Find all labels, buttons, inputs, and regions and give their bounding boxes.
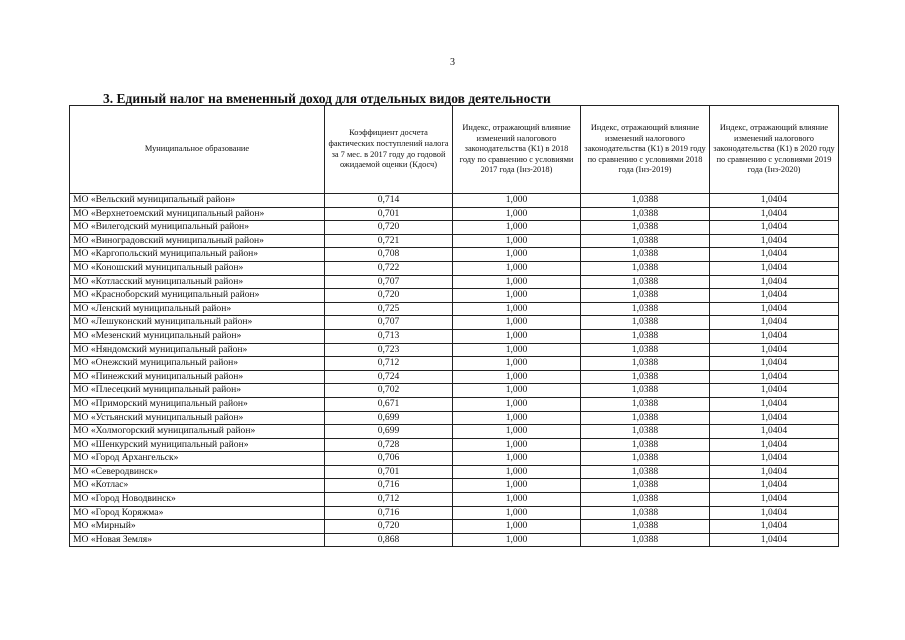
coefficient-cell: 0,720 xyxy=(325,520,453,534)
table-row xyxy=(70,493,839,507)
municipality-cell: МО «Город Новодвинск» xyxy=(70,493,325,507)
index-2020-cell: 1,0404 xyxy=(710,302,839,316)
coefficient-cell: 0,716 xyxy=(325,506,453,520)
table-row xyxy=(70,438,839,452)
municipality-cell: МО «Плесецкий муниципальный район» xyxy=(70,384,325,398)
index-2018-cell: 1,000 xyxy=(453,194,581,208)
header-municipality: Муниципальное образование xyxy=(70,106,325,194)
coefficient-cell: 0,708 xyxy=(325,248,453,262)
table-row xyxy=(70,248,839,262)
index-2020-cell: 1,0404 xyxy=(710,289,839,303)
index-2020-cell: 1,0404 xyxy=(710,234,839,248)
index-2020-cell: 1,0404 xyxy=(710,370,839,384)
municipality-cell: МО «Вельский муниципальный район» xyxy=(70,194,325,208)
index-2019-cell: 1,0388 xyxy=(581,533,710,547)
index-2018-cell: 1,000 xyxy=(453,520,581,534)
tax-coefficients-table xyxy=(69,105,839,547)
index-2020-cell: 1,0404 xyxy=(710,275,839,289)
table-row xyxy=(70,425,839,439)
header-coefficient-kdosch: Коэффициент досчета фактических поступлений налога за 7 мес. в 2017 году до годовой ожидаемой оценки (Кдосч) xyxy=(325,106,453,194)
index-2018-cell: 1,000 xyxy=(453,411,581,425)
index-2020-cell: 1,0404 xyxy=(710,452,839,466)
index-2020-cell: 1,0404 xyxy=(710,329,839,343)
index-2018-cell: 1,000 xyxy=(453,452,581,466)
table-row xyxy=(70,479,839,493)
coefficient-cell: 0,868 xyxy=(325,533,453,547)
index-2020-cell: 1,0404 xyxy=(710,194,839,208)
coefficient-cell: 0,671 xyxy=(325,397,453,411)
municipality-cell: МО «Красноборский муниципальный район» xyxy=(70,289,325,303)
index-2020-cell: 1,0404 xyxy=(710,493,839,507)
index-2020-cell: 1,0404 xyxy=(710,384,839,398)
index-2018-cell: 1,000 xyxy=(453,370,581,384)
header-index-2020: Индекс, отражающий влияние изменений налогового законодательства (К1) в 2020 году по сравнению с условиями 2019 года (Iнз-2020) xyxy=(710,106,839,194)
index-2019-cell: 1,0388 xyxy=(581,520,710,534)
municipality-cell: МО «Холмогорский муниципальный район» xyxy=(70,425,325,439)
municipality-cell: МО «Ленский муниципальный район» xyxy=(70,302,325,316)
index-2019-cell: 1,0388 xyxy=(581,384,710,398)
index-2018-cell: 1,000 xyxy=(453,397,581,411)
coefficient-cell: 0,706 xyxy=(325,452,453,466)
municipality-cell: МО «Пинежский муниципальный район» xyxy=(70,370,325,384)
table-row xyxy=(70,275,839,289)
table-row xyxy=(70,520,839,534)
index-2018-cell: 1,000 xyxy=(453,438,581,452)
index-2018-cell: 1,000 xyxy=(453,343,581,357)
municipality-cell: МО «Мезенский муниципальный район» xyxy=(70,329,325,343)
table-row xyxy=(70,261,839,275)
index-2019-cell: 1,0388 xyxy=(581,248,710,262)
coefficient-cell: 0,699 xyxy=(325,411,453,425)
index-2019-cell: 1,0388 xyxy=(581,370,710,384)
header-index-2018: Индекс, отражающий влияние изменений налогового законодательства (К1) в 2018 году по сравнению с условиями 2017 года (Iнз-2018) xyxy=(453,106,581,194)
coefficient-cell: 0,702 xyxy=(325,384,453,398)
index-2019-cell: 1,0388 xyxy=(581,493,710,507)
table-row xyxy=(70,357,839,371)
index-2020-cell: 1,0404 xyxy=(710,261,839,275)
index-2020-cell: 1,0404 xyxy=(710,533,839,547)
table-header-row xyxy=(70,106,839,194)
index-2019-cell: 1,0388 xyxy=(581,194,710,208)
table-row xyxy=(70,411,839,425)
index-2019-cell: 1,0388 xyxy=(581,302,710,316)
index-2018-cell: 1,000 xyxy=(453,465,581,479)
table-row xyxy=(70,194,839,208)
table-row xyxy=(70,452,839,466)
municipality-cell: МО «Каргопольский муниципальный район» xyxy=(70,248,325,262)
index-2020-cell: 1,0404 xyxy=(710,357,839,371)
coefficient-cell: 0,721 xyxy=(325,234,453,248)
municipality-cell: МО «Лешуконский муниципальный район» xyxy=(70,316,325,330)
index-2020-cell: 1,0404 xyxy=(710,465,839,479)
table-row xyxy=(70,506,839,520)
municipality-cell: МО «Шенкурский муниципальный район» xyxy=(70,438,325,452)
coefficient-cell: 0,722 xyxy=(325,261,453,275)
index-2020-cell: 1,0404 xyxy=(710,397,839,411)
table-row xyxy=(70,370,839,384)
index-2020-cell: 1,0404 xyxy=(710,248,839,262)
coefficient-cell: 0,723 xyxy=(325,343,453,357)
header-index-2019: Индекс, отражающий влияние изменений налогового законодательства (К1) в 2019 году по сравнению с условиями 2018 года (Iнз-2019) xyxy=(581,106,710,194)
index-2019-cell: 1,0388 xyxy=(581,207,710,221)
index-2020-cell: 1,0404 xyxy=(710,438,839,452)
municipality-cell: МО «Северодвинск» xyxy=(70,465,325,479)
table-row xyxy=(70,397,839,411)
coefficient-cell: 0,712 xyxy=(325,493,453,507)
coefficient-cell: 0,712 xyxy=(325,357,453,371)
index-2019-cell: 1,0388 xyxy=(581,465,710,479)
index-2019-cell: 1,0388 xyxy=(581,234,710,248)
table-row xyxy=(70,343,839,357)
index-2020-cell: 1,0404 xyxy=(710,207,839,221)
index-2020-cell: 1,0404 xyxy=(710,316,839,330)
table-row xyxy=(70,302,839,316)
index-2019-cell: 1,0388 xyxy=(581,357,710,371)
index-2020-cell: 1,0404 xyxy=(710,425,839,439)
index-2018-cell: 1,000 xyxy=(453,261,581,275)
municipality-cell: МО «Няндомский муниципальный район» xyxy=(70,343,325,357)
coefficient-cell: 0,701 xyxy=(325,465,453,479)
index-2019-cell: 1,0388 xyxy=(581,275,710,289)
table-row xyxy=(70,384,839,398)
municipality-cell: МО «Виноградовский муниципальный район» xyxy=(70,234,325,248)
municipality-cell: МО «Новая Земля» xyxy=(70,533,325,547)
page-number: 3 xyxy=(450,57,455,68)
coefficient-cell: 0,699 xyxy=(325,425,453,439)
table-body xyxy=(70,194,839,547)
index-2019-cell: 1,0388 xyxy=(581,329,710,343)
coefficient-cell: 0,714 xyxy=(325,194,453,208)
municipality-cell: МО «Мирный» xyxy=(70,520,325,534)
table-row xyxy=(70,234,839,248)
index-2019-cell: 1,0388 xyxy=(581,425,710,439)
index-2018-cell: 1,000 xyxy=(453,234,581,248)
coefficient-cell: 0,724 xyxy=(325,370,453,384)
table-row xyxy=(70,465,839,479)
municipality-cell: МО «Устьянский муниципальный район» xyxy=(70,411,325,425)
index-2018-cell: 1,000 xyxy=(453,248,581,262)
municipality-cell: МО «Приморский муниципальный район» xyxy=(70,397,325,411)
coefficient-cell: 0,707 xyxy=(325,275,453,289)
section-title: 3. Единый налог на вмененный доход для отдельных видов деятельности xyxy=(103,91,551,106)
municipality-cell: МО «Город Коряжма» xyxy=(70,506,325,520)
index-2018-cell: 1,000 xyxy=(453,289,581,303)
municipality-cell: МО «Котласский муниципальный район» xyxy=(70,275,325,289)
index-2020-cell: 1,0404 xyxy=(710,411,839,425)
index-2019-cell: 1,0388 xyxy=(581,438,710,452)
index-2019-cell: 1,0388 xyxy=(581,397,710,411)
table-row xyxy=(70,207,839,221)
municipality-cell: МО «Вилегодский муниципальный район» xyxy=(70,221,325,235)
coefficient-cell: 0,720 xyxy=(325,221,453,235)
index-2020-cell: 1,0404 xyxy=(710,343,839,357)
index-2018-cell: 1,000 xyxy=(453,479,581,493)
coefficient-cell: 0,701 xyxy=(325,207,453,221)
table-row xyxy=(70,329,839,343)
municipality-cell: МО «Котлас» xyxy=(70,479,325,493)
coefficient-cell: 0,725 xyxy=(325,302,453,316)
index-2018-cell: 1,000 xyxy=(453,533,581,547)
index-2018-cell: 1,000 xyxy=(453,493,581,507)
index-2019-cell: 1,0388 xyxy=(581,411,710,425)
index-2020-cell: 1,0404 xyxy=(710,506,839,520)
index-2020-cell: 1,0404 xyxy=(710,479,839,493)
coefficient-cell: 0,720 xyxy=(325,289,453,303)
coefficient-cell: 0,728 xyxy=(325,438,453,452)
index-2018-cell: 1,000 xyxy=(453,357,581,371)
index-2019-cell: 1,0388 xyxy=(581,452,710,466)
index-2019-cell: 1,0388 xyxy=(581,479,710,493)
index-2018-cell: 1,000 xyxy=(453,384,581,398)
coefficient-cell: 0,713 xyxy=(325,329,453,343)
index-2020-cell: 1,0404 xyxy=(710,221,839,235)
index-2018-cell: 1,000 xyxy=(453,316,581,330)
index-2019-cell: 1,0388 xyxy=(581,506,710,520)
index-2018-cell: 1,000 xyxy=(453,425,581,439)
index-2020-cell: 1,0404 xyxy=(710,520,839,534)
index-2018-cell: 1,000 xyxy=(453,329,581,343)
index-2018-cell: 1,000 xyxy=(453,221,581,235)
index-2018-cell: 1,000 xyxy=(453,302,581,316)
index-2018-cell: 1,000 xyxy=(453,207,581,221)
coefficient-cell: 0,716 xyxy=(325,479,453,493)
index-2019-cell: 1,0388 xyxy=(581,221,710,235)
table-row xyxy=(70,289,839,303)
table-row xyxy=(70,533,839,547)
table-row xyxy=(70,221,839,235)
index-2019-cell: 1,0388 xyxy=(581,261,710,275)
index-2019-cell: 1,0388 xyxy=(581,289,710,303)
index-2018-cell: 1,000 xyxy=(453,275,581,289)
table-row xyxy=(70,316,839,330)
index-2019-cell: 1,0388 xyxy=(581,316,710,330)
municipality-cell: МО «Онежский муниципальный район» xyxy=(70,357,325,371)
municipality-cell: МО «Город Архангельск» xyxy=(70,452,325,466)
index-2019-cell: 1,0388 xyxy=(581,343,710,357)
index-2018-cell: 1,000 xyxy=(453,506,581,520)
municipality-cell: МО «Верхнетоемский муниципальный район» xyxy=(70,207,325,221)
coefficient-cell: 0,707 xyxy=(325,316,453,330)
municipality-cell: МО «Коношский муниципальный район» xyxy=(70,261,325,275)
